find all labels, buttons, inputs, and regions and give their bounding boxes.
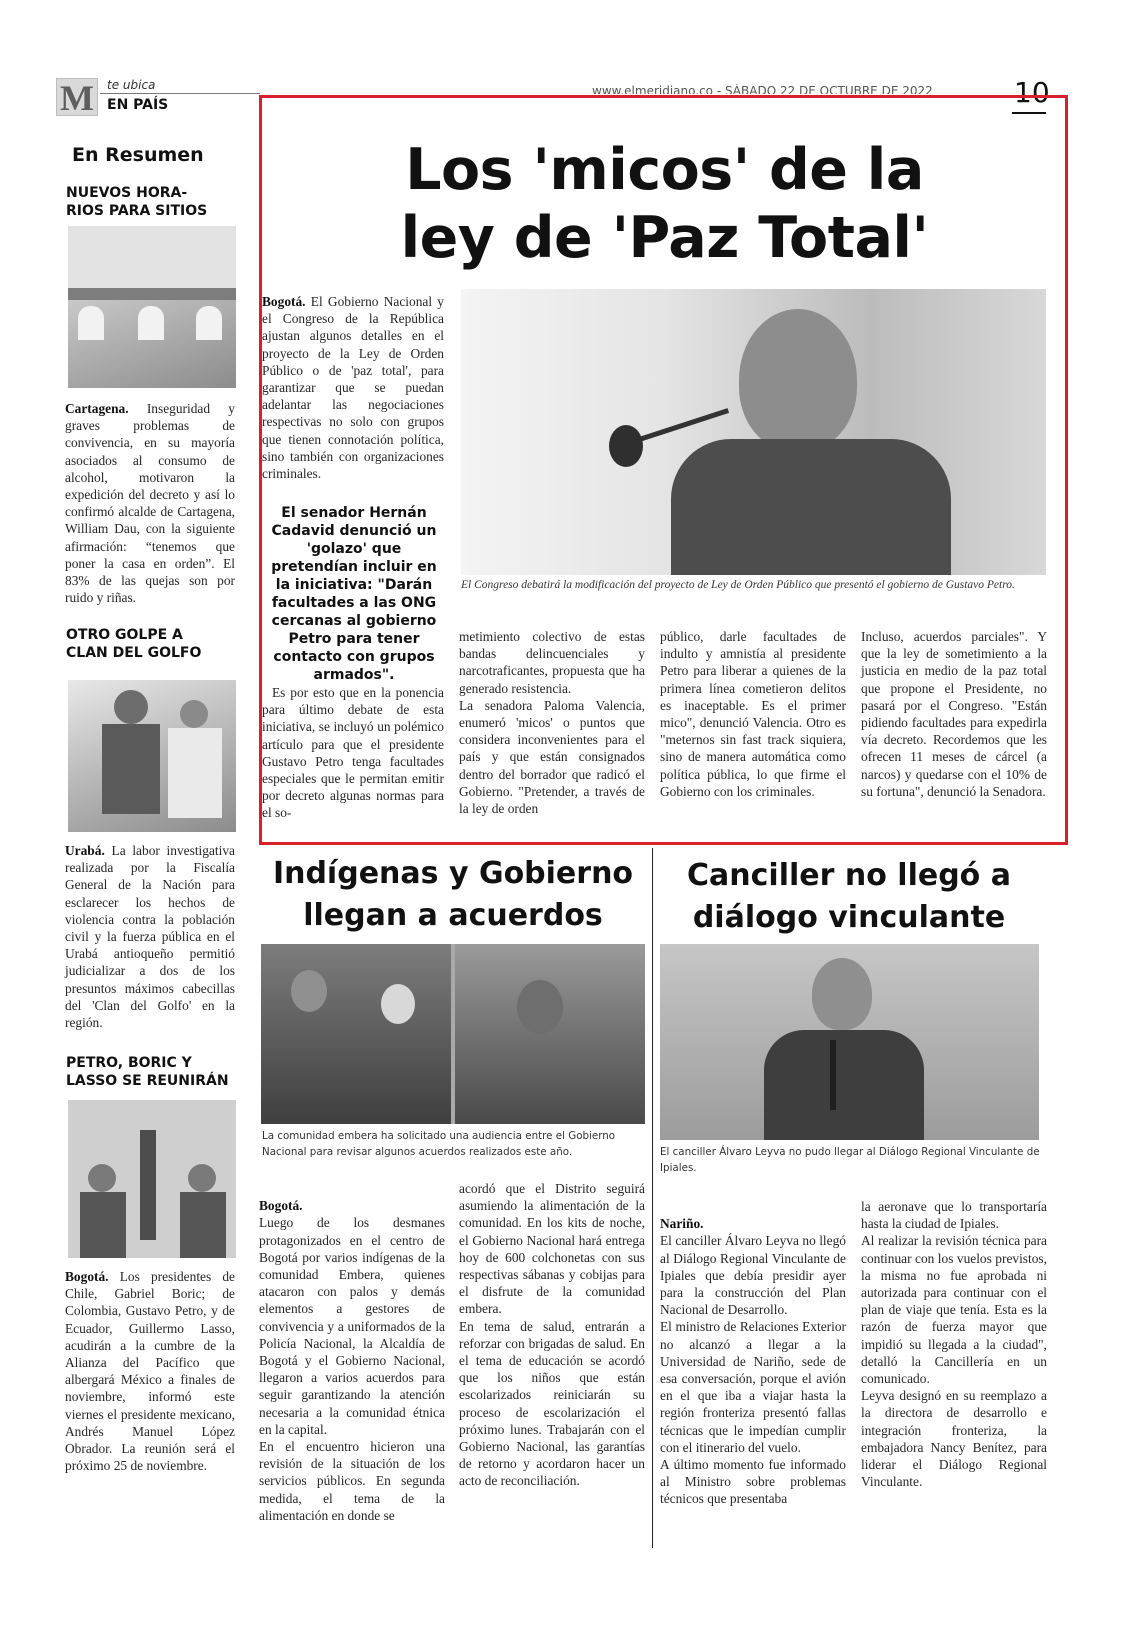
canciller-col1 xyxy=(660,1198,846,1508)
sidebar-text: La labor investigativa realizada por la Fiscalía General de la Nación para esclarecer los hechos de violencia contra la población civil y la fuerza pública en el Urabá antioqueño permitió judicializar a dos de los presuntos máximos cabecillas del 'Clan del Golfo' en la región. xyxy=(65,843,235,1031)
pull-quote: El senador Hernán Cadavid denunció un 'golazo' que pretendían incluir en la iniciativa: "Darán facultades a las ONG cercanas al gobierno Petro para tener contacto con grupos armados". xyxy=(271,505,437,683)
photo-canciller-caption: El canciller Álvaro Leyva no pudo llegar al Diálogo Regional Vinculante de Ipiales. xyxy=(660,1146,1040,1174)
canciller-lead: Nariño. xyxy=(660,1216,704,1232)
header-rule xyxy=(100,93,260,94)
main-col3: público, darle facultades de indulto y amnistía al presidente Petro para liberar a quienes de la primera línea cometieron delitos es inaceptable. Es el primer mico", denunció Valencia. Otro es "meternos sin fast track siquiera, sino de manera automática como política pública, lo que firme el Gobierno con los criminales. xyxy=(660,629,846,799)
main-headline-line1: Los 'micos' de la xyxy=(405,137,924,203)
indigenas-col2: acordó que el Distrito seguirá asumiendo la alimentación de la comunidad. En los kits de noche, el Gobierno Nacional hará entrega hoy de 600 colchonetas con sus respectivas sábanas y cobijas para el disfrute de la comunidad embera. En tema de salud, entrarán a reforzar con brigadas de salud. En el tema de educación se acordó que los niños que están escolarizados reiniciarán su proceso de escolarización el próximo lunes. Trabajarán con el Gobierno Nacional, las garantías de retorno y acordaron hacer un acto de reconciliación. xyxy=(459,1181,645,1489)
canciller-col1-text: El canciller Álvaro Leyva no llegó al Diálogo Regional Vinculante de Ipiales que debía presidir ayer para la construcción del Plan Nacional de Desarrollo. El ministro de Relaciones Exterior no alcanzó a llegar a la Universidad de Nariño, sede de esa conversación, porque el avión en el que iba a viajar hasta la región fronteriza presentó fallas técnicas que le impedían cumplir con el itinerario del vuelo. A último momento fue informado al Ministro sobre problemas técnicos que presentaba xyxy=(660,1233,846,1507)
main-lead: Bogotá. xyxy=(262,294,306,309)
photo-indigenas-caption: La comunidad embera ha solicitado una audiencia entre el Gobierno Nacional para revisar algunos acuerdos realizados este año. xyxy=(262,1130,616,1158)
page-number: 10 xyxy=(1014,76,1050,109)
main-col2: metimiento colectivo de estas bandas delincuenciales y narcotraficantes, propuesta que ha generado resistencia. La senadora Paloma Valencia, enumeró 'micos' o puntos que considera inconvenientes para el país y que están consignados dentro del borrador que radicó el Gobierno. "Pretender, a través de la ley de orden xyxy=(459,629,645,817)
sidebar-text: Los presidentes de Chile, Gabriel Boric; de Colombia, Gustavo Petro, y de Ecuador, Guillermo Lasso, acudirán a la cumbre de la Alianza del Pacífico que albergará México a finales de noviembre, informó este viernes el presidente mexicano, Andrés Manuel López Obrador. La reunión será el próximo 25 de noviembre. xyxy=(65,1269,235,1474)
canciller-headline-line1: Canciller no llegó a xyxy=(687,858,1011,893)
main-intro-text: El Gobierno Nacional y el Congreso de la República ajustan algunos detalles en el proyecto de la Ley de Orden Público o de 'paz total', para garantizar que se puedan adelantar las negociaciones respectivas no solo con grupos que tienen connotación política, sino también con organizaciones criminales. xyxy=(262,294,444,482)
section-name: EN PAÍS xyxy=(107,97,169,113)
sidebar-photo-cartagena xyxy=(68,226,236,388)
sidebar-headline: NUEVOS HORA-RIOS PARA SITIOS xyxy=(66,185,208,219)
photo-canciller xyxy=(660,944,1039,1140)
photo-indigenas xyxy=(261,944,645,1124)
sidebar-text: Inseguridad y graves problemas de convivencia, en su mayoría asociados al consumo de alcohol, motivaron la expedición del decreto y así lo confirmó alcalde de Cartagena, William Dau, con la siguiente afirmación: “tenemos que poner la casa en orden”. El 83% de las quejas son por ruido y riñas. xyxy=(65,401,235,606)
canciller-headline-line2: diálogo vinculante xyxy=(692,900,1006,935)
logo-letter: M xyxy=(60,78,94,118)
sidebar-lead: Cartagena. xyxy=(65,401,129,416)
sidebar-title: En Resumen xyxy=(72,144,204,166)
main-col1-continued: Es por esto que en la ponencia para último debate de esta iniciativa, se incluyó un polémico artículo para que el presidente Gustavo Petro tenga facultades especiales que le permitan emitir por decreto algunas normas para el so- xyxy=(262,685,444,821)
masthead-logo xyxy=(56,78,98,116)
sidebar-headline: OTRO GOLPE A CLAN DEL GOLFO xyxy=(66,627,202,661)
sidebar-item-body xyxy=(65,400,235,606)
photo-petro-caption: El Congreso debatirá la modificación del proyecto de Ley de Orden Público que presentó el gobierno de Gustavo Petro. xyxy=(461,579,1015,591)
dateline: www.elmeridiano.co - SÁBADO 22 DE OCTUBRE DE 2022 xyxy=(592,84,933,94)
photo-petro xyxy=(461,289,1046,575)
sidebar-lead: Bogotá. xyxy=(65,1269,109,1284)
indigenas-lead: Bogotá. xyxy=(259,1198,303,1214)
main-col4: Incluso, acuerdos parciales". Y que la ley de sometimiento a la justicia en medio de la paz total que propone el Presidente, no pasará por el Congreso. "Están pidiendo facultades para expedirla vía decreto. Recordemos que les ofrecen 11 meses de cárcel (a narcos) y quedarse con el 10% de su fortuna", denunció la Senadora. xyxy=(861,629,1047,799)
sidebar-lead: Urabá. xyxy=(65,843,105,858)
sidebar-headline: PETRO, BORIC Y LASSO SE REUNIRÁN xyxy=(66,1055,229,1089)
indigenas-col1 xyxy=(259,1180,445,1524)
sidebar-photo-uraba xyxy=(68,680,236,832)
indigenas-col1-text: Luego de los desmanes protagonizados en el centro de Bogotá por varios indígenas de la comunidad Embera, quienes atacaron con palos y demás elementos a gestores de convivencia y a uniformados de la Policía Nacional, la Alcaldía de Bogotá y el Gobierno Nacional, llegaron a varios acuerdos para seguir garantizando la atención necesaria a la comunidad étnica en la capital. En el encuentro hicieron una revisión de la situación de los servicios públicos. En segunda medida, el tema de la alimentación en donde se xyxy=(259,1215,445,1523)
sidebar-item-body xyxy=(65,1268,235,1474)
column-divider xyxy=(652,848,653,1548)
section-kicker: te ubica xyxy=(107,78,156,92)
sidebar-item-body xyxy=(65,842,235,1031)
indigenas-headline-line2: llegan a acuerdos xyxy=(303,898,603,933)
canciller-col2: la aeronave que lo transportaría hasta la ciudad de Ipiales. Al realizar la revisión técnica para continuar con los vuelos previstos, la misma no fue aprobada ni autorizada para continuar con el plan de viaje que tenía. Esta es la razón de fuerza mayor que impidió su llegada a la ciudad", detalló la Cancillería en un comunicado. Leyva designó en su reemplazo a la directora de desarrollo e integración fronteriza, la embajadora Nancy Benítez, para liderar el Diálogo Regional Vinculante. xyxy=(861,1199,1047,1490)
sidebar xyxy=(56,118,244,1558)
sidebar-photo-presidentes xyxy=(68,1100,236,1258)
indigenas-headline-line1: Indígenas y Gobierno xyxy=(272,856,634,891)
main-headline-line2: ley de 'Paz Total' xyxy=(400,205,929,271)
main-intro xyxy=(262,293,444,482)
